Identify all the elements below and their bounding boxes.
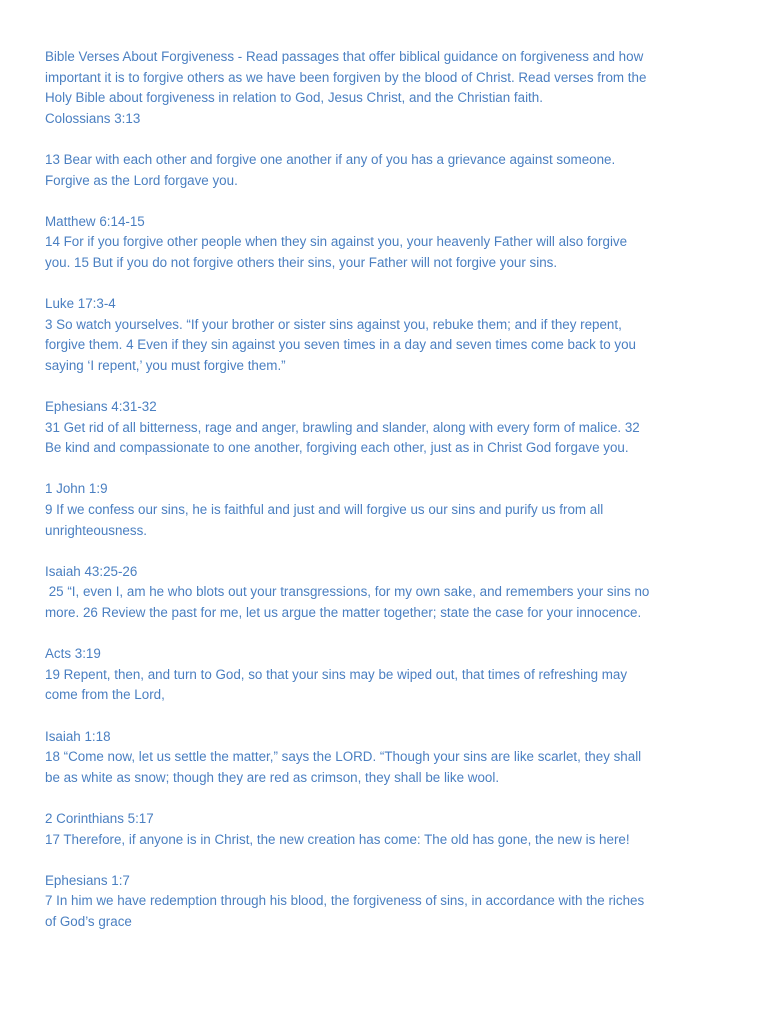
verse-reference: Colossians 3:13	[45, 110, 141, 126]
intro-line: Bible Verses About Forgiveness - Read passages that offer biblical guidance on forgiveness and how	[45, 49, 644, 64]
verse-reference: Ephesians 1:7	[45, 872, 130, 888]
verse-section-isaiah-43-25-26	[45, 562, 735, 624]
verse-text-line: you. 15 But if you do not forgive others their sins, your Father will not forgive your sins.	[45, 254, 558, 270]
verse-reference: 2 Corinthians 5:17	[45, 810, 154, 826]
verse-text-line: of God’s grace	[45, 913, 132, 929]
verse-text-line: forgive them. 4 Even if they sin against you seven times in a day and seven times come back to you	[45, 337, 636, 353]
intro-line: Holy Bible about forgiveness in relation to God, Jesus Christ, and the Christian faith.	[45, 90, 543, 106]
verse-text-line: 19 Repent, then, and turn to God, so that your sins may be wiped out, that times of refreshing may	[45, 666, 628, 682]
verse-text-line: 25 “I, even I, am he who blots out your transgressions, for my own sake, and remembers your sins no	[45, 584, 650, 600]
intro-line: important it is to forgive others as we have been forgiven by the blood of Christ. Read verses from the	[45, 69, 647, 85]
verse-section-matthew-6-14-15	[45, 212, 735, 274]
verse-text-line: 18 “Come now, let us settle the matter,” says the LORD. “Though your sins are like scarlet, they shall	[45, 749, 642, 765]
verse-text-line: 31 Get rid of all bitterness, rage and anger, brawling and slander, along with every form of malice. 32	[45, 419, 640, 435]
verse-section-ephesians-4-31-32	[45, 397, 735, 459]
verse-section-1-john-1-9	[45, 479, 735, 541]
verse-reference: 1 John 1:9	[45, 481, 108, 497]
blank-line	[45, 129, 735, 150]
verse-section-colossians-3-13	[45, 109, 735, 191]
verse-text-line: 13 Bear with each other and forgive one another if any of you has a grievance against someone.	[45, 151, 616, 167]
verse-reference: Isaiah 1:18	[45, 728, 111, 744]
verse-reference: Luke 17:3-4	[45, 296, 116, 312]
intro-paragraph	[45, 47, 735, 109]
verse-section-ephesians-1-7	[45, 871, 735, 933]
verse-text-line: 17 Therefore, if anyone is in Christ, the new creation has come: The old has gone, the new is here!	[45, 831, 630, 847]
verse-reference: Acts 3:19	[45, 646, 101, 662]
verse-section-acts-3-19	[45, 644, 735, 706]
verse-reference: Ephesians 4:31-32	[45, 399, 157, 415]
section-gap	[45, 274, 735, 295]
verse-section-luke-17-3-4	[45, 294, 735, 376]
section-gap	[45, 788, 735, 809]
section-gap	[45, 706, 735, 727]
section-gap	[45, 377, 735, 398]
verse-text-line: saying ‘I repent,’ you must forgive them.”	[45, 357, 286, 373]
verse-text-line: 7 In him we have redemption through his blood, the forgiveness of sins, in accordance with the riches	[45, 893, 645, 909]
document-page	[45, 47, 735, 933]
verse-reference: Matthew 6:14-15	[45, 213, 145, 229]
section-gap	[45, 541, 735, 562]
verse-text-line: 14 For if you forgive other people when they sin against you, your heavenly Father will also forgive	[45, 234, 628, 250]
verse-text-line: come from the Lord,	[45, 687, 165, 703]
verse-text-line: be as white as snow; though they are red as crimson, they shall be like wool.	[45, 769, 500, 785]
verse-text-line: Forgive as the Lord forgave you.	[45, 172, 238, 188]
section-gap	[45, 459, 735, 480]
verse-text-line: 9 If we confess our sins, he is faithful and just and will forgive us our sins and purify us from all	[45, 502, 604, 518]
verse-section-2-corinthians-5-17	[45, 809, 735, 850]
section-gap	[45, 850, 735, 871]
verse-text-line: Be kind and compassionate to one another, forgiving each other, just as in Christ God forgave you.	[45, 440, 629, 456]
verse-section-isaiah-1-18	[45, 727, 735, 789]
verse-text-line: more. 26 Review the past for me, let us argue the matter together; state the case for your innocence.	[45, 605, 642, 621]
verse-text-line: unrighteousness.	[45, 522, 147, 538]
verse-text-line: 3 So watch yourselves. “If your brother or sister sins against you, rebuke them; and if they repent,	[45, 316, 622, 332]
section-gap	[45, 624, 735, 645]
section-gap	[45, 191, 735, 212]
verse-reference: Isaiah 43:25-26	[45, 563, 138, 579]
